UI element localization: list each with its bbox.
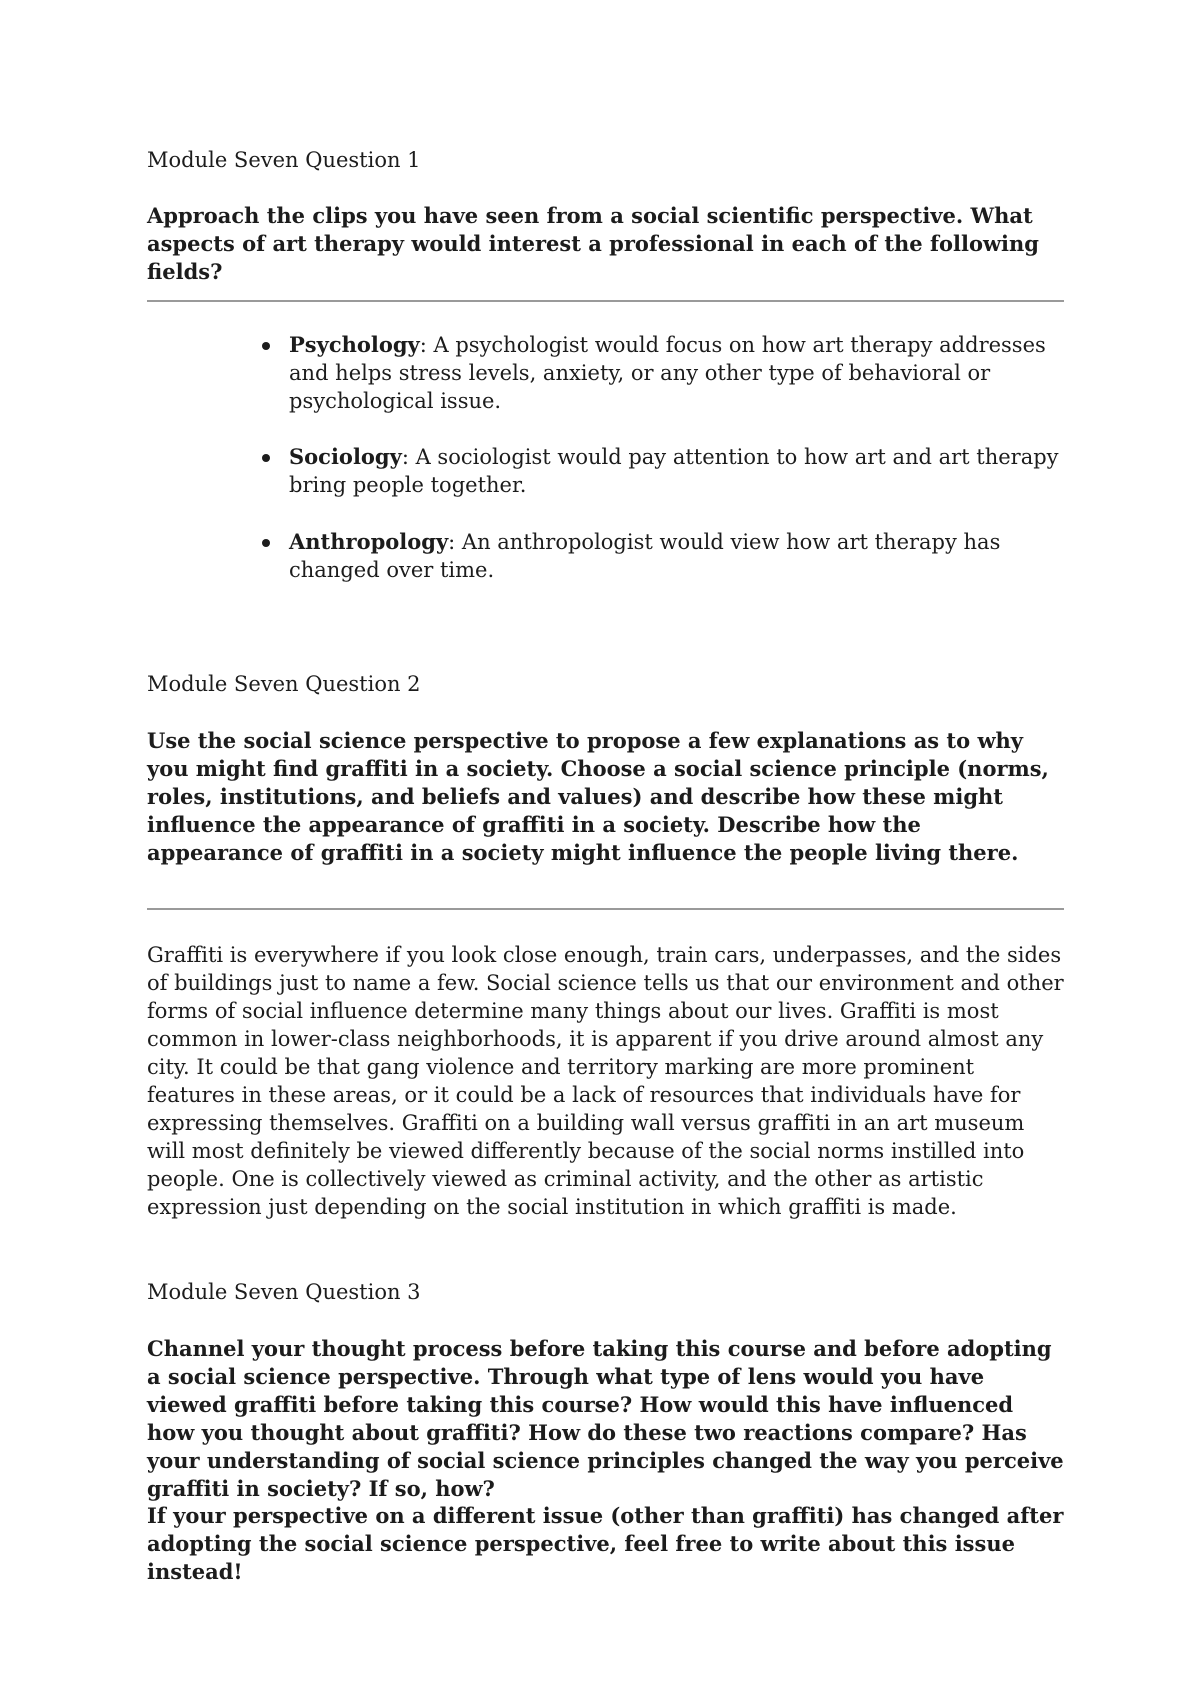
answer-item-psychology xyxy=(289,331,1064,415)
answer-term: Psychology xyxy=(289,332,420,357)
answer-item-sociology xyxy=(289,443,1064,499)
question-2-divider xyxy=(147,908,1064,910)
bullet-icon xyxy=(262,539,270,547)
question-3-prompt-note: If your perspective on a different issue (other than graffiti) has changed after adopting the social science perspective, feel free to write about this issue instead! xyxy=(147,1503,1064,1584)
answer-term: Sociology xyxy=(289,444,402,469)
answer-term: Anthropology xyxy=(289,529,449,554)
bullet-icon xyxy=(262,342,270,350)
question-1-divider xyxy=(147,300,1064,302)
question-2-answer: Graffiti is everywhere if you look close enough, train cars, underpasses, and the sides of buildings just to name a few. Social science tells us that our environment and other forms of social influence determine many things about our lives. Graffiti is most common in lower-class neighborhoods, it is apparent if you drive around almost any city. It could be that gang violence and territory marking are more prominent features in these areas, or it could be a lack of resources that individuals have for expressing themselves. Graffiti on a building wall versus graffiti in an art museum will most definitely be viewed differently because of the social norms instilled into people. One is collectively viewed as criminal activity, and the other as artistic expression just depending on the social institution in which graffiti is made. xyxy=(147,943,1064,1219)
question-3-title: Module Seven Question 3 xyxy=(147,1280,421,1304)
answer-item-anthropology xyxy=(289,528,1064,584)
question-2-title: Module Seven Question 2 xyxy=(147,672,421,696)
question-3-prompt: Channel your thought process before taking this course and before adopting a social science perspective. Through what type of lens would you have viewed graffiti before taking this course? How would this have influenced how you thought about graffiti? How do these two reactions compare? Has your understanding of social science principles changed the way you perceive graffiti in society? If so, how? xyxy=(147,1336,1064,1501)
question-1-prompt: Approach the clips you have seen from a social scientific perspective. What aspects of art therapy would interest a professional in each of the following fields? xyxy=(147,203,1039,284)
bullet-icon xyxy=(262,454,270,462)
answer-text: : A psychologist would focus on how art therapy addresses and helps stress levels, anxiety, or any other type of behavioral or psychological issue. xyxy=(289,333,1046,413)
question-1-title: Module Seven Question 1 xyxy=(147,148,421,172)
answer-text: : A sociologist would pay attention to how art and art therapy bring people together. xyxy=(289,445,1059,497)
question-2-prompt: Use the social science perspective to propose a few explanations as to why you might find graffiti in a society. Choose a social science principle (norms, roles, institutions, and beliefs and values) and describe how these might influence the appearance of graffiti in a society. Describe how the appearance of graffiti in a society might influence the people living there. xyxy=(147,728,1049,865)
answer-text: : An anthropologist would view how art therapy has changed over time. xyxy=(289,530,1001,582)
